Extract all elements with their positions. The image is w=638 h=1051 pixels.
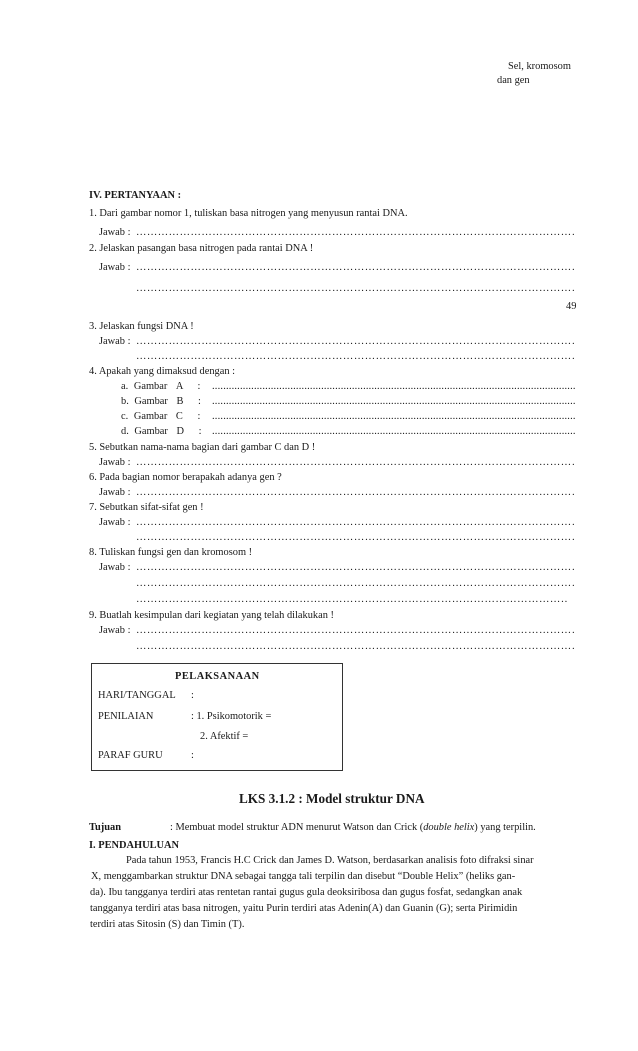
paragraph-line: tangganya terdiri atas basa nitrogen, yaitu Purin terdiri atas Adenin(A) dan Guanin (G); serta Pirimidin: [90, 903, 518, 914]
answer-line: [212, 411, 576, 422]
lks-title: LKS 3.1.2 : Model struktur DNA: [239, 791, 425, 806]
answer-label: Jawab :: [99, 517, 131, 528]
q4-item-label: Gambar: [134, 426, 168, 437]
q4-item: [121, 381, 200, 392]
answer-label: Jawab :: [99, 457, 131, 468]
answer-label: Jawab :: [99, 625, 131, 636]
q4-item-code: D: [176, 426, 184, 437]
q4-item-colon: :: [198, 426, 202, 437]
q4-item-colon: :: [197, 411, 201, 422]
answer-label: Jawab :: [99, 487, 131, 498]
penilaian-afektif: 2. Afektif =: [200, 731, 249, 742]
question-1: 1. Dari gambar nomor 1, tuliskan basa nitrogen yang menyusun rantai DNA.: [89, 208, 408, 219]
paragraph-line: Pada tahun 1953, Francis H.C Crick dan James D. Watson, berdasarkan analisis foto difraksi sinar: [126, 855, 534, 866]
penilaian-psikomotorik: : 1. Psikomotorik =: [191, 711, 272, 722]
pendahuluan-title: I. PENDAHULUAN: [89, 840, 180, 851]
paraf-guru-label: PARAF GURU: [98, 750, 163, 761]
answer-line: [136, 517, 576, 528]
question-7: 7. Sebutkan sifat-sifat gen !: [89, 502, 204, 513]
answer-line: [212, 396, 576, 407]
tujuan-italic: double helix: [423, 822, 475, 833]
answer-label: Jawab :: [99, 227, 131, 238]
answer-line: [136, 487, 576, 498]
question-5: 5. Sebutkan nama-nama bagian dari gambar C dan D !: [89, 442, 316, 453]
q4-item: [121, 426, 202, 437]
answer-line: [136, 625, 576, 636]
paragraph-line: X, menggambarkan struktur DNA sebagai tangga tali terpilin dan disebut “Double Helix” (heliks gan-: [91, 871, 516, 882]
header-line-1: Sel, kromosom: [508, 61, 571, 72]
answer-line: [136, 351, 576, 362]
answer-line: [136, 641, 576, 652]
paragraph-line: terdiri atas Sitosin (S) dan Timin (T).: [90, 919, 245, 930]
header-line-2: dan gen: [497, 75, 530, 86]
q4-item-label: Gambar: [133, 381, 168, 392]
tujuan-text-b: ) yang terpilin.: [474, 822, 536, 833]
answer-line: [136, 532, 576, 543]
page-number: 49: [566, 301, 577, 312]
answer-line: [136, 562, 576, 573]
tujuan-text: [170, 822, 536, 833]
q4-item-label: Gambar: [134, 396, 168, 407]
q4-item-label: Gambar: [133, 411, 168, 422]
q4-item-code: A: [175, 381, 183, 392]
answer-line: [136, 578, 576, 589]
answer-label: Jawab :: [99, 336, 131, 347]
question-9: 9. Buatlah kesimpulan dari kegiatan yang telah dilakukan !: [89, 610, 334, 621]
q4-item-letter: b.: [121, 396, 129, 407]
answer-line: [136, 457, 576, 468]
q4-item-code: C: [175, 411, 183, 422]
q4-item: [121, 396, 201, 407]
q4-item-letter: d.: [121, 426, 129, 437]
paragraph-line: da). Ibu tangganya terdiri atas rentetan rantai gugus gula deoksiribosa dan gugus fosfat, sedangkan anak: [90, 887, 523, 898]
paraf-guru-colon: :: [191, 750, 194, 761]
penilaian-label: PENILAIAN: [98, 711, 154, 722]
answer-line: [212, 381, 576, 392]
hari-tanggal-colon: :: [191, 690, 194, 701]
question-2: 2. Jelaskan pasangan basa nitrogen pada rantai DNA !: [89, 243, 314, 254]
answer-label: Jawab :: [99, 262, 131, 273]
tujuan-label: Tujuan: [89, 822, 121, 833]
q4-item-letter: c.: [121, 411, 129, 422]
tujuan-text-a: : Membuat model struktur ADN menurut Watson dan Crick (: [170, 822, 424, 833]
answer-line: [136, 227, 576, 238]
question-8: 8. Tuliskan fungsi gen dan kromosom !: [89, 547, 253, 558]
q4-item-letter: a.: [121, 381, 129, 392]
hari-tanggal-label: HARI/TANGGAL: [98, 690, 176, 701]
answer-label: Jawab :: [99, 562, 131, 573]
answer-line: [136, 594, 568, 605]
question-4: 4. Apakah yang dimaksud dengan :: [89, 366, 236, 377]
answer-line: [136, 336, 576, 347]
q4-item-colon: :: [197, 381, 201, 392]
q4-item: [121, 411, 200, 422]
answer-line: [212, 426, 576, 437]
question-3: 3. Jelaskan fungsi DNA !: [89, 321, 194, 332]
answer-line: [136, 262, 576, 273]
pelaksanaan-title: PELAKSANAAN: [175, 671, 260, 682]
section-title: IV. PERTANYAAN :: [89, 190, 182, 201]
answer-line: [136, 283, 576, 294]
q4-item-colon: :: [198, 396, 201, 407]
question-6: 6. Pada bagian nomor berapakah adanya gen ?: [89, 472, 282, 483]
q4-item-code: B: [176, 396, 184, 407]
